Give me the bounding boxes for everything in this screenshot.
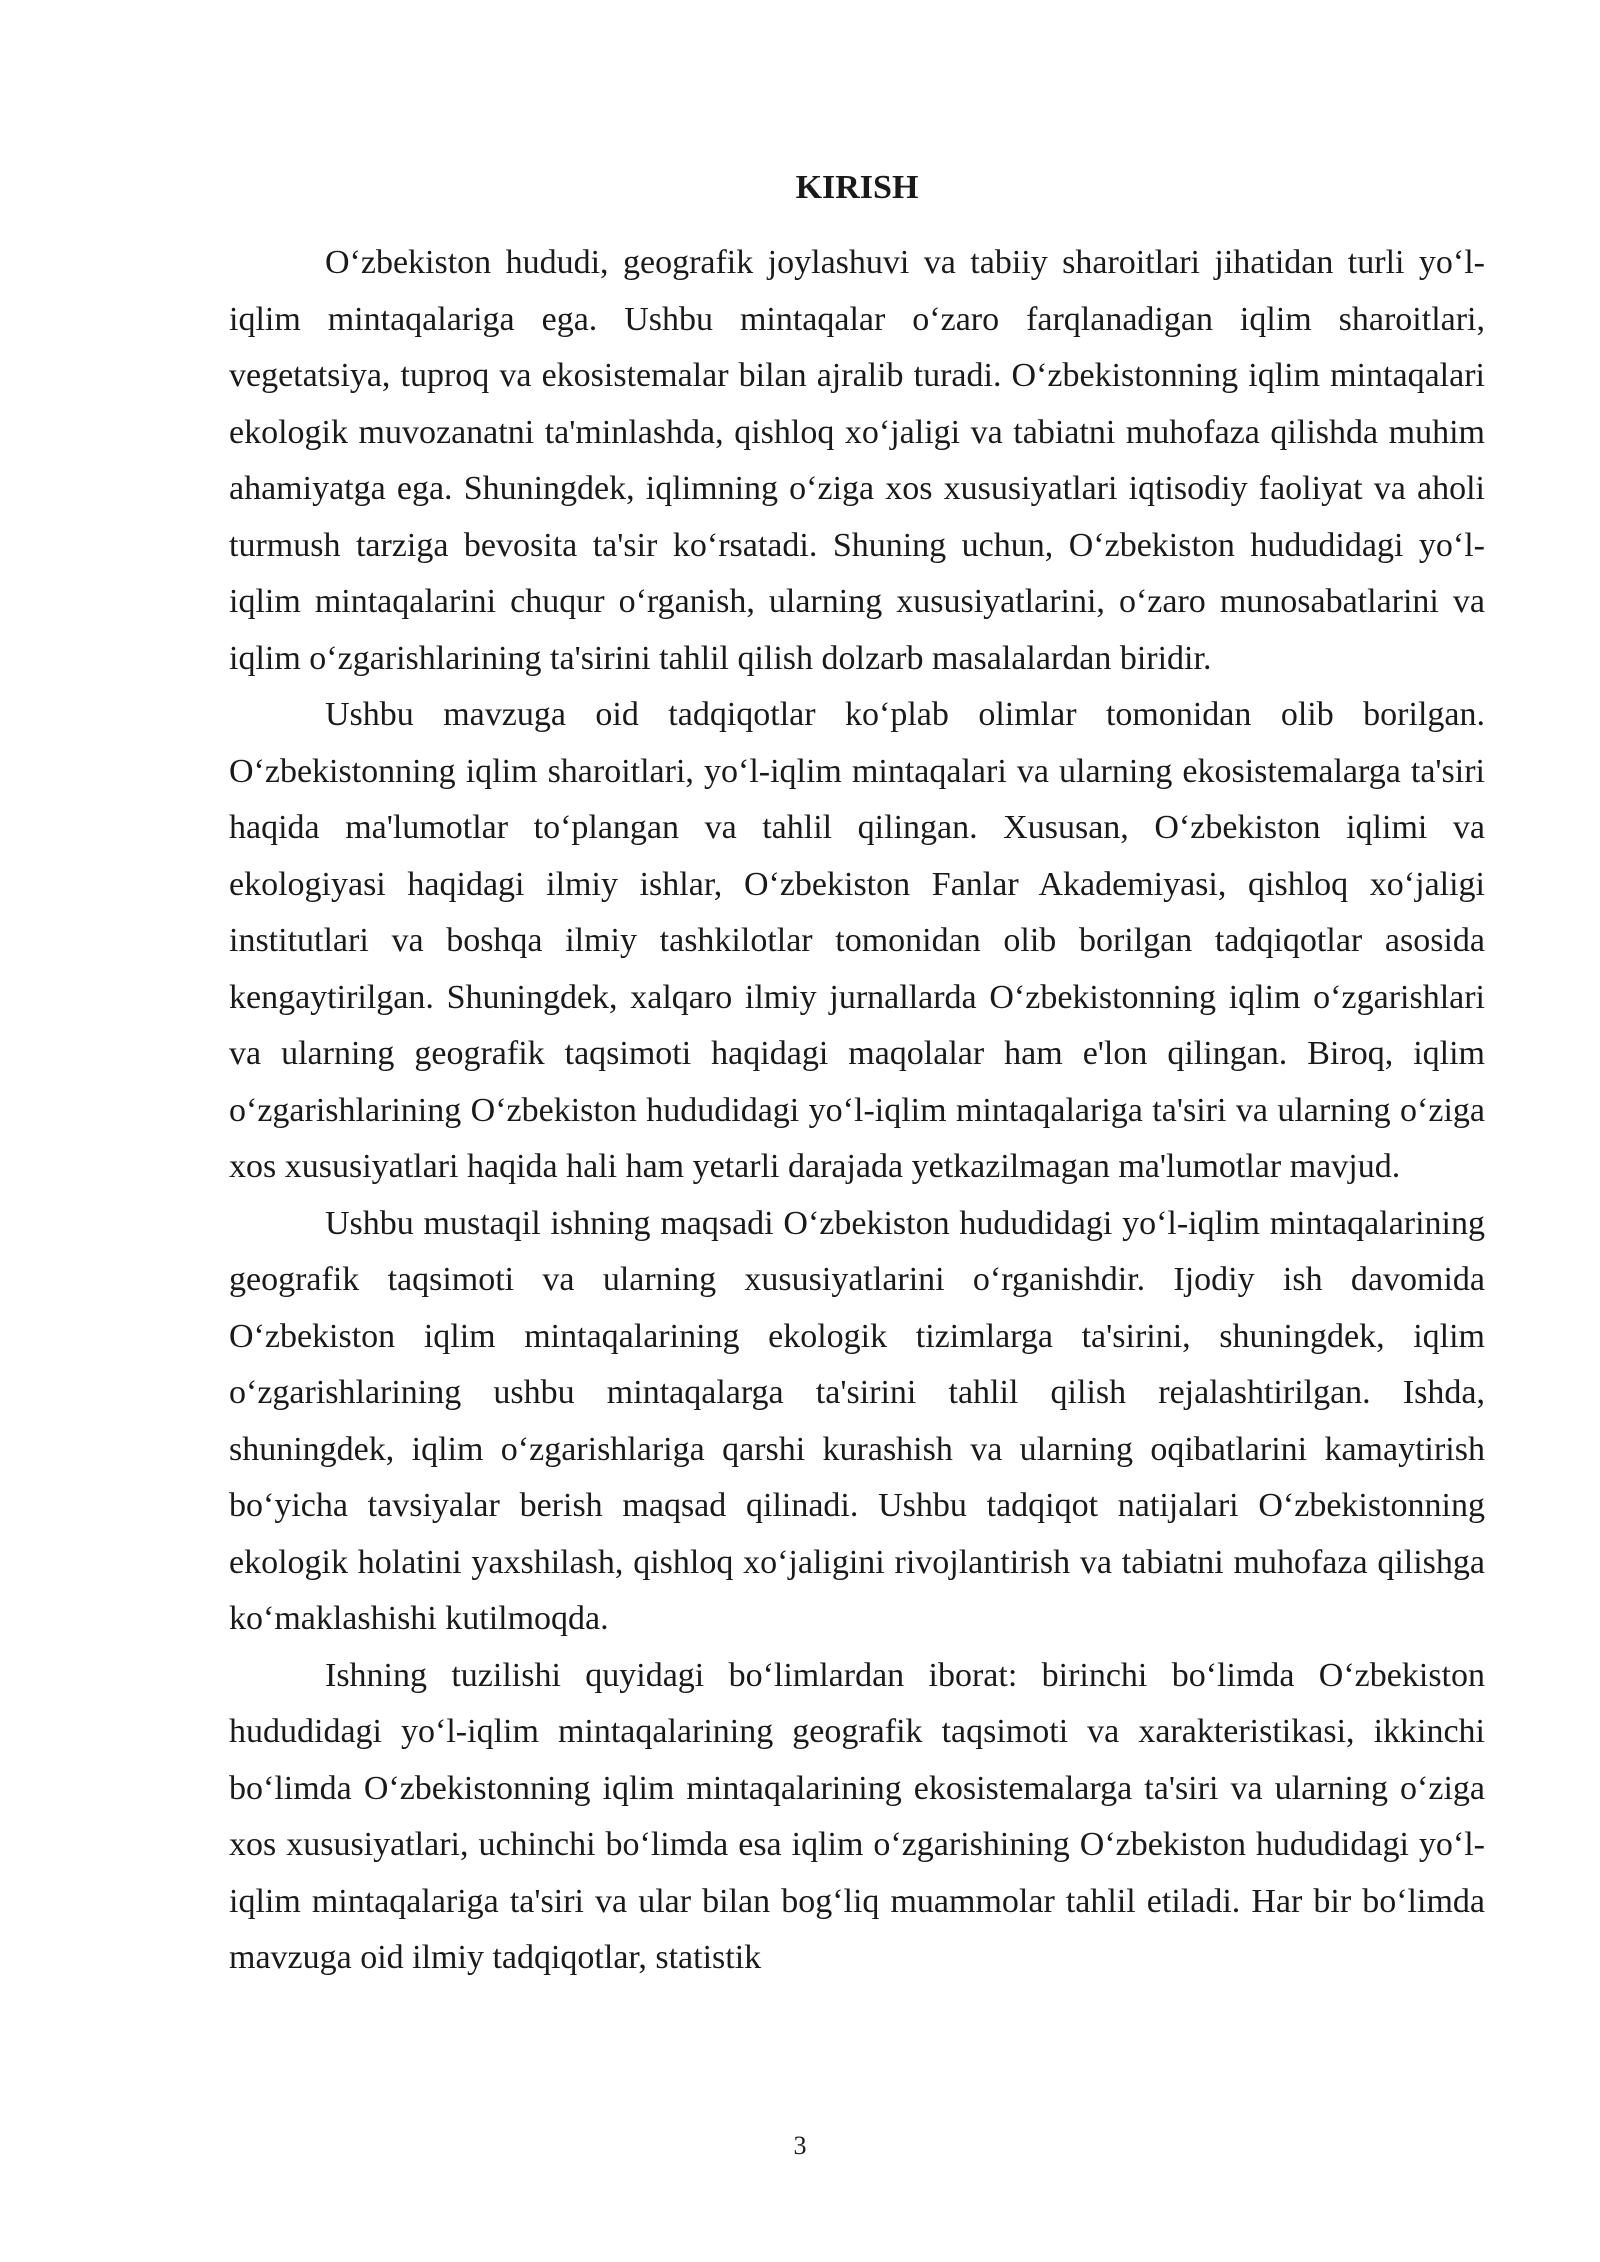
page-content bbox=[229, 160, 1485, 1987]
page-title: KIRISH bbox=[795, 169, 919, 206]
page-number: 3 bbox=[793, 2131, 807, 2160]
paragraph-research-review: Ushbu mavzuga oid tadqiqotlar ko‘plab olimlar tomonidan olib borilgan. O‘zbekistonning iqlim sharoitlari, yo‘l-iqlim mintaqalari va ularning ekosistemalarga ta'siri haqida ma'lumotlar to‘plangan va tahlil qilingan. Xususan, O‘zbekiston iqlimi va ekologiyasi haqidagi ilmiy ishlar, O‘zbekiston Fanlar Akademiyasi, qishloq xo‘jaligi institutlari va boshqa ilmiy tashkilotlar tomonidan olib borilgan tadqiqotlar asosida kengaytirilgan. Shuningdek, xalqaro ilmiy jurnallarda O‘zbekistonning iqlim o‘zgarishlari va ularning geografik taqsimoti haqidagi maqolalar ham e'lon qilingan. Biroq, iqlim o‘zgarishlarining O‘zbekiston hududidagi yo‘l-iqlim mintaqalariga ta'siri va ularning o‘ziga xos xususiyatlari haqida hali ham yetarli darajada yetkazilmagan ma'lumotlar mavjud. bbox=[229, 696, 1485, 1185]
paragraph-structure: Ishning tuzilishi quyidagi bo‘limlardan iborat: birinchi bo‘limda O‘zbekiston hududidagi yo‘l-iqlim mintaqalarining geografik taqsimoti va xarakteristikasi, ikkinchi bo‘limda O‘zbekistonning iqlim mintaqalarining ekosistemalarga ta'siri va ularning o‘ziga xos xususiyatlari, uchinchi bo‘limda esa iqlim o‘zgarishining O‘zbekiston hududidagi yo‘l-iqlim mintaqalariga ta'siri va ular bilan bog‘liq muammolar tahlil etiladi. Har bir bo‘limda mavzuga oid ilmiy tadqiqotlar, statistik bbox=[229, 1656, 1485, 1976]
paragraph-intro: O‘zbekiston hududi, geografik joylashuvi va tabiiy sharoitlari jihatidan turli yo‘l-iqlim mintaqalariga ega. Ushbu mintaqalar o‘zaro farqlanadigan iqlim sharoitlari, vegetatsiya, tuproq va ekosistemalar bilan ajralib turadi. O‘zbekistonning iqlim mintaqalari ekologik muvozanatni ta'minlashda, qishloq xo‘jaligi va tabiatni muhofaza qilishda muhim ahamiyatga ega. Shuningdek, iqlimning o‘ziga xos xususiyatlari iqtisodiy faoliyat va aholi turmush tarziga bevosita ta'sir ko‘rsatadi. Shuning uchun, O‘zbekiston hududidagi yo‘l-iqlim mintaqalarini chuqur o‘rganish, ularning xususiyatlarini, o‘zaro munosabatlarini va iqlim o‘zgarishlarining ta'sirini tahlil qilish dolzarb masalalardan biridir. bbox=[229, 244, 1485, 677]
paragraph-goal: Ushbu mustaqil ishning maqsadi O‘zbekiston hududidagi yo‘l-iqlim mintaqalarining geografik taqsimoti va ularning xususiyatlarini o‘rganishdir. Ijodiy ish davomida O‘zbekiston iqlim mintaqalarining ekologik tizimlarga ta'sirini, shuningdek, iqlim o‘zgarishlarining ushbu mintaqalarga ta'sirini tahlil qilish rejalashtirilgan. Ishda, shuningdek, iqlim o‘zgarishlariga qarshi kurashish va ularning oqibatlarini kamaytirish bo‘yicha tavsiyalar berish maqsad qilinadi. Ushbu tadqiqot natijalari O‘zbekistonning ekologik holatini yaxshilash, qishloq xo‘jaligini rivojlantirish va tabiatni muhofaza qilishga ko‘maklashishi kutilmoqda. bbox=[229, 1204, 1485, 1637]
